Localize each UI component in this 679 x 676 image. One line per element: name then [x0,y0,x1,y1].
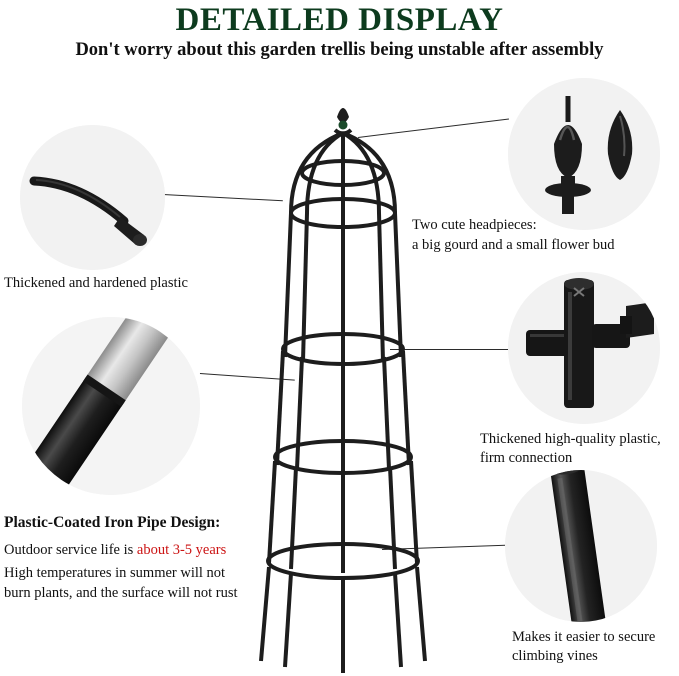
caption-connector-line1: Thickened high-quality plastic, [480,431,661,447]
plastic-connector-photo [508,272,660,424]
pipe-life-highlight: about 3-5 years [136,542,227,558]
callout-circle-pipe-design [22,317,200,495]
pipe-texture-photo [505,470,657,622]
caption-pipe-design-line3: burn plants, and the surface will not rust [4,585,238,601]
callout-circle-plastic-cap [20,125,165,270]
caption-climbing-vines-line1: Makes it easier to secure [512,629,656,645]
caption-pipe-design-line1 [4,541,294,559]
caption-headpieces-line2: a big gourd and a small flower bud [412,237,615,253]
callout-circle-climbing-vines [505,470,657,622]
page-subtitle: Don't worry about this garden trellis being unstable after assembly [75,40,604,60]
pipe-life-text: Outdoor service life is [4,542,137,558]
callout-circle-connector [508,272,660,424]
caption-plastic-cap: Thickened and hardened plastic [4,275,188,291]
callout-circle-headpieces [508,78,660,230]
curved-plastic-rod-photo [20,125,165,270]
caption-pipe-design-heading: Plastic-Coated Iron Pipe Design: [4,514,221,531]
page-title: DETAILED DISPLAY [175,2,504,38]
iron-pipe-closeup-photo [22,317,200,495]
caption-connector-line2: firm connection [480,450,573,466]
caption-climbing-vines-line2: climbing vines [512,648,598,664]
finial-headpieces-photo [508,78,660,230]
caption-headpieces-line1: Two cute headpieces: [412,217,537,233]
caption-pipe-design-line2: High temperatures in summer will not [4,565,226,581]
